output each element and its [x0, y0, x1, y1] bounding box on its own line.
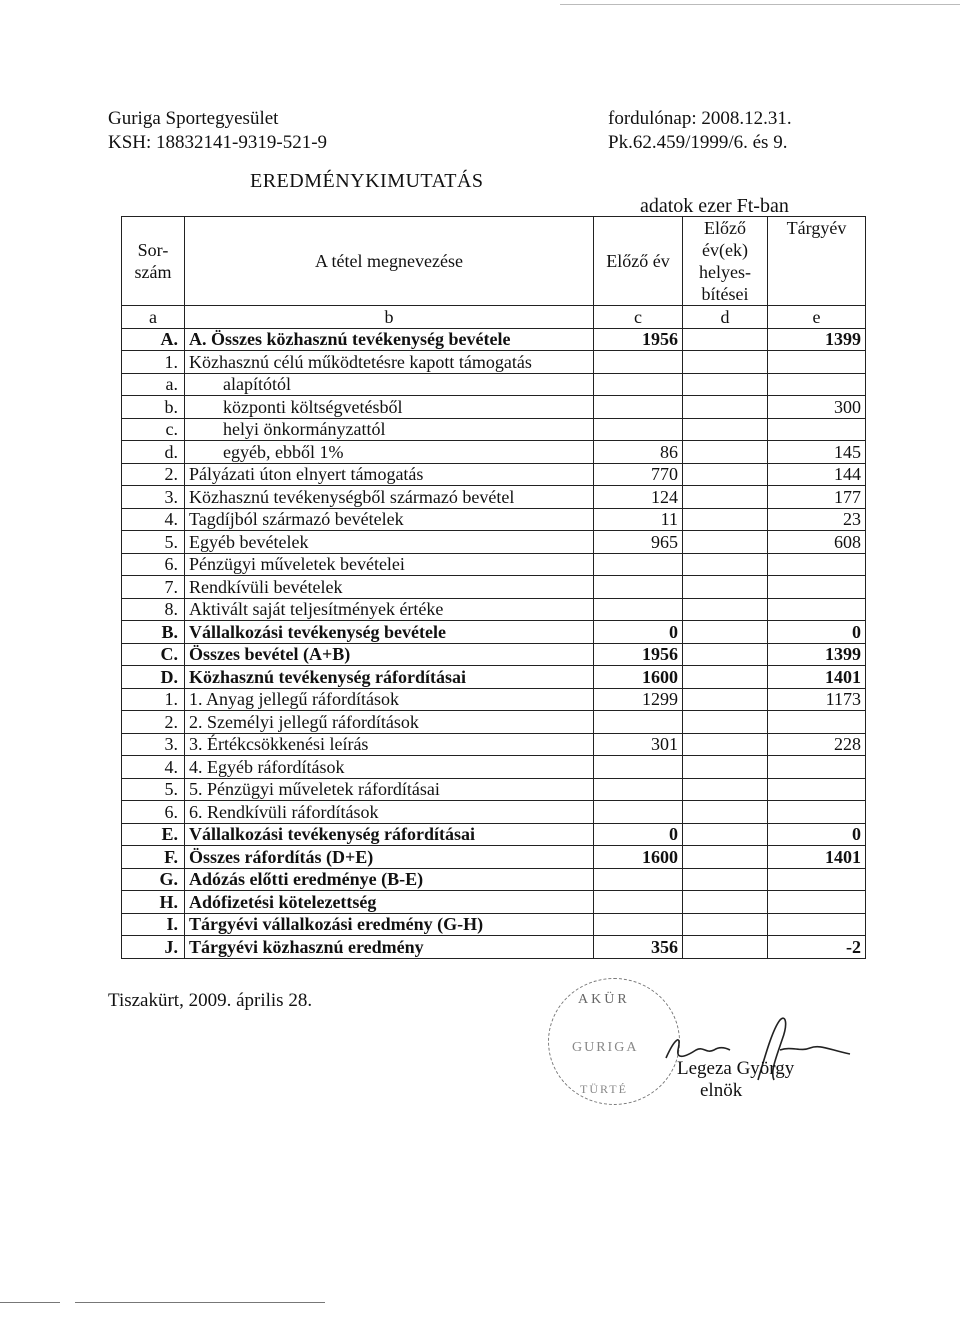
row-prev-year: 86 — [594, 441, 683, 464]
row-adjustment — [683, 778, 768, 801]
row-code: A. — [122, 328, 185, 351]
row-prev-year — [594, 598, 683, 621]
row-code: 5. — [122, 778, 185, 801]
row-name: 4. Egyéb ráfordítások — [185, 756, 594, 779]
row-current-year — [768, 868, 866, 891]
row-current-year: 0 — [768, 621, 866, 644]
row-prev-year: 11 — [594, 508, 683, 531]
row-code: 4. — [122, 756, 185, 779]
row-adjustment — [683, 756, 768, 779]
table-row — [122, 756, 866, 779]
row-name: 1. Anyag jellegű ráfordítások — [185, 688, 594, 711]
row-name: egyéb, ebből 1% — [185, 441, 594, 464]
row-code: 2. — [122, 711, 185, 734]
row-current-year — [768, 576, 866, 599]
signer-name: Legeza György — [677, 1058, 795, 1079]
table-row — [122, 733, 866, 756]
row-current-year — [768, 801, 866, 824]
table-row — [122, 418, 866, 441]
letter-b: b — [185, 306, 594, 329]
row-prev-year — [594, 553, 683, 576]
row-adjustment — [683, 733, 768, 756]
row-code: 2. — [122, 463, 185, 486]
row-current-year — [768, 553, 866, 576]
row-current-year: 1401 — [768, 846, 866, 869]
row-current-year: 0 — [768, 823, 866, 846]
table-row — [122, 666, 866, 689]
header-left — [108, 107, 327, 155]
row-name: 3. Értékcsökkenési leírás — [185, 733, 594, 756]
row-adjustment — [683, 418, 768, 441]
row-code: D. — [122, 666, 185, 689]
turn-date: fordulónap: 2008.12.31. — [608, 108, 792, 129]
row-adjustment — [683, 868, 768, 891]
row-adjustment — [683, 373, 768, 396]
row-code: 3. — [122, 486, 185, 509]
row-code: 6. — [122, 553, 185, 576]
row-current-year — [768, 418, 866, 441]
row-adjustment — [683, 801, 768, 824]
row-adjustment — [683, 891, 768, 914]
row-name: 2. Személyi jellegű ráfordítások — [185, 711, 594, 734]
row-adjustment — [683, 531, 768, 554]
header-adjustments-text: Előző év(ek) helyes- bítései — [699, 218, 751, 304]
table-row — [122, 801, 866, 824]
row-adjustment — [683, 666, 768, 689]
row-current-year: 145 — [768, 441, 866, 464]
row-name: Pályázati úton elnyert támogatás — [185, 463, 594, 486]
row-current-year: 1399 — [768, 643, 866, 666]
header-current-year: Tárgyév — [768, 217, 866, 306]
table-row — [122, 913, 866, 936]
row-adjustment — [683, 688, 768, 711]
table-row — [122, 328, 866, 351]
row-name: Tárgyévi vállalkozási eredmény (G-H) — [185, 913, 594, 936]
table-row — [122, 643, 866, 666]
row-adjustment — [683, 711, 768, 734]
place-and-date: Tiszakürt, 2009. április 28. — [108, 990, 313, 1011]
table-row — [122, 891, 866, 914]
row-adjustment — [683, 553, 768, 576]
row-code: d. — [122, 441, 185, 464]
row-code: E. — [122, 823, 185, 846]
row-prev-year: 1600 — [594, 666, 683, 689]
row-name: Közhasznú tevékenység ráfordításai — [185, 666, 594, 689]
stamp-text-mid: GURIGA — [572, 1040, 639, 1055]
row-adjustment — [683, 441, 768, 464]
row-current-year: 228 — [768, 733, 866, 756]
row-prev-year: 770 — [594, 463, 683, 486]
income-statement-table — [121, 216, 866, 959]
row-prev-year — [594, 756, 683, 779]
row-prev-year — [594, 711, 683, 734]
row-prev-year — [594, 868, 683, 891]
row-prev-year — [594, 351, 683, 374]
scan-artifact-line — [75, 1302, 325, 1303]
row-code: 1. — [122, 351, 185, 374]
table-row — [122, 508, 866, 531]
table-header-row — [122, 217, 866, 306]
row-current-year: 300 — [768, 396, 866, 419]
row-prev-year — [594, 396, 683, 419]
row-code: B. — [122, 621, 185, 644]
table-row — [122, 441, 866, 464]
table-row — [122, 351, 866, 374]
row-current-year — [768, 711, 866, 734]
row-code: 1. — [122, 688, 185, 711]
table-row — [122, 553, 866, 576]
row-current-year: 177 — [768, 486, 866, 509]
table-row — [122, 621, 866, 644]
signer-role: elnök — [700, 1080, 743, 1101]
row-code: 4. — [122, 508, 185, 531]
row-prev-year — [594, 576, 683, 599]
stamp-text-top: AKÜR — [578, 992, 630, 1007]
row-code: 5. — [122, 531, 185, 554]
table-row — [122, 463, 866, 486]
row-code: C. — [122, 643, 185, 666]
row-code: H. — [122, 891, 185, 914]
row-name: 6. Rendkívüli ráfordítások — [185, 801, 594, 824]
row-prev-year — [594, 891, 683, 914]
row-current-year — [768, 913, 866, 936]
stamp-text-bot: TÜRTÉ — [580, 1082, 628, 1096]
row-name: Tagdíjból származó bevételek — [185, 508, 594, 531]
row-current-year: 1173 — [768, 688, 866, 711]
row-name: Közhasznú tevékenységből származó bevétel — [185, 486, 594, 509]
header-name: A tétel megnevezése — [185, 217, 594, 306]
row-prev-year — [594, 778, 683, 801]
table-row — [122, 373, 866, 396]
table-row — [122, 576, 866, 599]
row-name: helyi önkormányzattól — [185, 418, 594, 441]
row-adjustment — [683, 936, 768, 959]
row-prev-year: 965 — [594, 531, 683, 554]
row-prev-year — [594, 801, 683, 824]
row-name: központi költségvetésből — [185, 396, 594, 419]
row-prev-year: 1956 — [594, 643, 683, 666]
row-name: Közhasznú célú működtetésre kapott támogatás — [185, 351, 594, 374]
row-current-year — [768, 598, 866, 621]
row-name: Adózás előtti eredménye (B-E) — [185, 868, 594, 891]
row-adjustment — [683, 643, 768, 666]
letter-d: d — [683, 306, 768, 329]
row-adjustment — [683, 598, 768, 621]
table-row — [122, 711, 866, 734]
scan-artifact-line — [560, 4, 960, 5]
row-adjustment — [683, 913, 768, 936]
table-body — [122, 306, 866, 959]
row-prev-year: 1299 — [594, 688, 683, 711]
row-name: Adófizetési kötelezettség — [185, 891, 594, 914]
row-code: J. — [122, 936, 185, 959]
row-prev-year: 0 — [594, 823, 683, 846]
ksh-number: KSH: 18832141-9319-521-9 — [108, 132, 328, 153]
unit-note: adatok ezer Ft-ban — [640, 195, 789, 217]
header-right — [608, 107, 792, 155]
row-current-year: 1399 — [768, 328, 866, 351]
row-current-year — [768, 351, 866, 374]
row-adjustment — [683, 351, 768, 374]
registration-number: Pk.62.459/1999/6. és 9. — [608, 132, 788, 153]
row-adjustment — [683, 463, 768, 486]
row-name: A. Összes közhasznú tevékenység bevétele — [185, 328, 594, 351]
row-current-year: 1401 — [768, 666, 866, 689]
row-code: c. — [122, 418, 185, 441]
row-adjustment — [683, 576, 768, 599]
header-code — [122, 217, 185, 306]
row-name: Tárgyévi közhasznú eredmény — [185, 936, 594, 959]
org-name: Guriga Sportegyesület — [108, 108, 279, 129]
column-letter-row — [122, 306, 866, 329]
row-adjustment — [683, 823, 768, 846]
row-name: alapítótól — [185, 373, 594, 396]
row-prev-year — [594, 418, 683, 441]
row-current-year: -2 — [768, 936, 866, 959]
row-adjustment — [683, 396, 768, 419]
row-name: Rendkívüli bevételek — [185, 576, 594, 599]
row-name: Aktivált saját teljesítmények értéke — [185, 598, 594, 621]
table-row — [122, 598, 866, 621]
row-name: Vállalkozási tevékenység bevétele — [185, 621, 594, 644]
row-prev-year: 0 — [594, 621, 683, 644]
row-current-year: 608 — [768, 531, 866, 554]
row-code: 3. — [122, 733, 185, 756]
scan-artifact-line — [0, 1302, 60, 1303]
row-prev-year — [594, 913, 683, 936]
row-code: a. — [122, 373, 185, 396]
row-adjustment — [683, 508, 768, 531]
table-row — [122, 778, 866, 801]
row-prev-year: 301 — [594, 733, 683, 756]
row-code: b. — [122, 396, 185, 419]
table-row — [122, 846, 866, 869]
row-current-year — [768, 756, 866, 779]
header-adjustments — [683, 217, 768, 306]
row-name: Egyéb bevételek — [185, 531, 594, 554]
row-name: Összes ráfordítás (D+E) — [185, 846, 594, 869]
letter-e: e — [768, 306, 866, 329]
row-adjustment — [683, 621, 768, 644]
letter-c: c — [594, 306, 683, 329]
table-row — [122, 531, 866, 554]
row-name: Összes bevétel (A+B) — [185, 643, 594, 666]
row-prev-year: 356 — [594, 936, 683, 959]
row-code: I. — [122, 913, 185, 936]
row-code: 6. — [122, 801, 185, 824]
row-prev-year — [594, 373, 683, 396]
header-prev-year: Előző év — [594, 217, 683, 306]
table-row — [122, 688, 866, 711]
row-adjustment — [683, 846, 768, 869]
table-row — [122, 486, 866, 509]
row-current-year: 23 — [768, 508, 866, 531]
row-prev-year: 1956 — [594, 328, 683, 351]
row-name: 5. Pénzügyi műveletek ráfordításai — [185, 778, 594, 801]
document-title: EREDMÉNYKIMUTATÁS — [250, 170, 484, 192]
row-code: G. — [122, 868, 185, 891]
row-current-year — [768, 373, 866, 396]
row-code: 8. — [122, 598, 185, 621]
row-current-year — [768, 778, 866, 801]
table-row — [122, 936, 866, 959]
row-current-year: 144 — [768, 463, 866, 486]
table-row — [122, 823, 866, 846]
letter-a: a — [122, 306, 185, 329]
row-code: F. — [122, 846, 185, 869]
row-prev-year: 124 — [594, 486, 683, 509]
row-code: 7. — [122, 576, 185, 599]
row-name: Vállalkozási tevékenység ráfordításai — [185, 823, 594, 846]
row-adjustment — [683, 328, 768, 351]
table-row — [122, 868, 866, 891]
row-adjustment — [683, 486, 768, 509]
table-row — [122, 396, 866, 419]
header-code-text: Sor- szám — [134, 240, 172, 282]
row-prev-year: 1600 — [594, 846, 683, 869]
row-current-year — [768, 891, 866, 914]
row-name: Pénzügyi műveletek bevételei — [185, 553, 594, 576]
